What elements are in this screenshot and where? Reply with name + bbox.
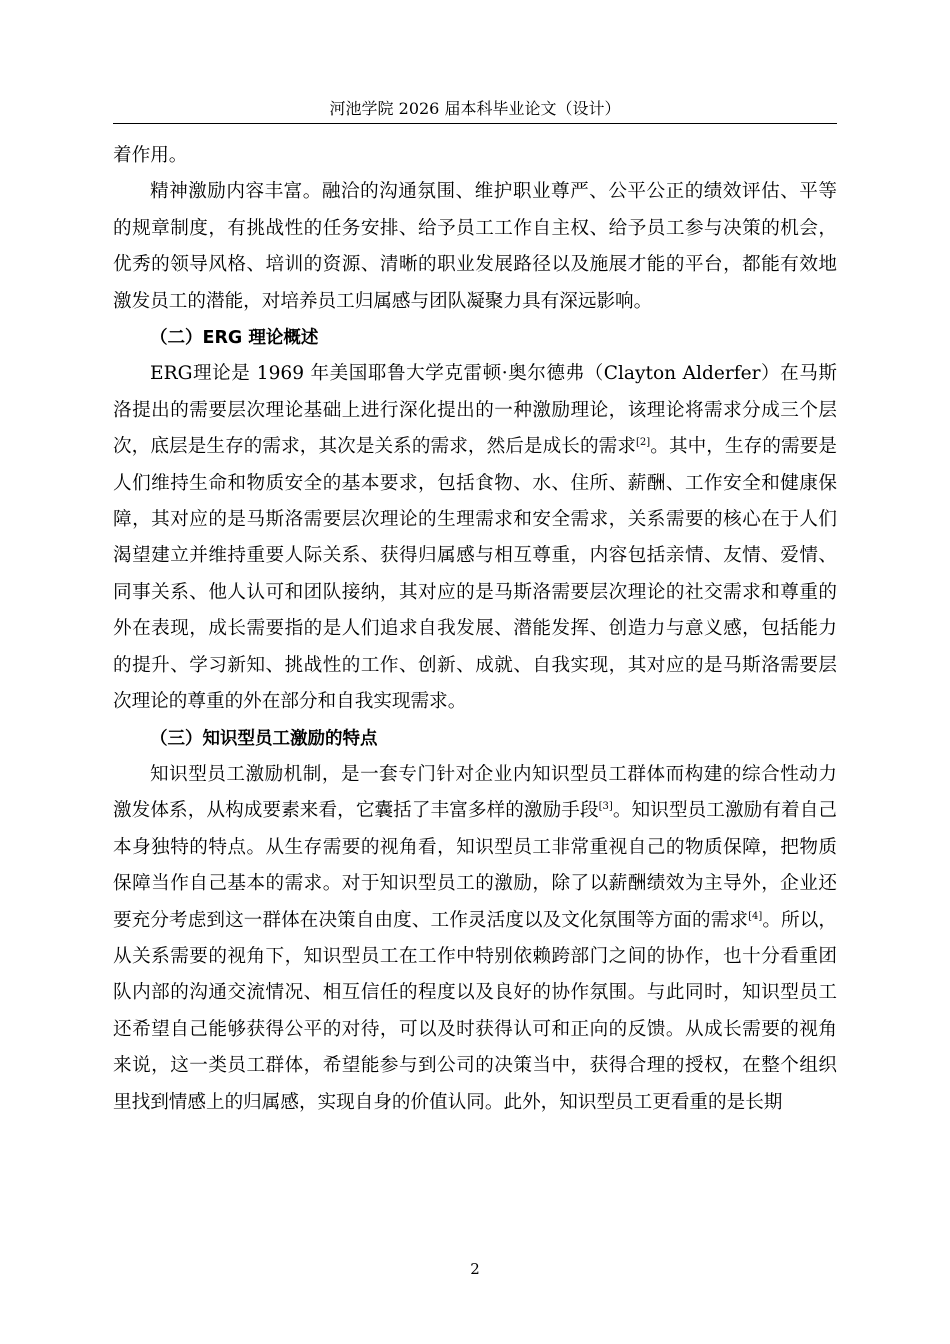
paragraph-knowledge-workers [113, 757, 837, 1121]
paragraph-erg-theory [113, 356, 837, 720]
erg-text-part-2: 。其中，生存的需要是人们维持生命和物质安全的基本要求，包括食物、水、住所、薪酬、工作安全和健康保障，其对应的是马斯洛需要层次理论的生理需求和安全需求，关系需要的核心在于人们渴望建立并维持重要人际关系、获得归属感与相互尊重，内容包括亲情、友情、爱情、同事关系、他人认可和团队接纳，其对应的是马斯洛需要层次理论的社交需求和尊重的外在表现，成长需要指的是人们追求自我发展、潜能发挥、创造力与意义感，包括能力的提升、学习新知、挑战性的工作、创新、成就、自我实现，其对应的是马斯洛需要层次理论的尊重的外在部分和自我实现需求。 [113, 436, 837, 713]
section-heading-erg: （二）ERG 理论概述 [150, 328, 319, 349]
kw-text-part-2: 。知识型员工激励有着自己本身独特的特点。从生存需要的视角看，知识型员工非常重视自己的物质保障，把物质保障当作自己基本的需求。对于知识型员工的激励，除了以薪酬绩效为主导外，企业还要充分考虑到这一群体在决策自由度、工作灵活度以及文化氛围等方面的需求 [113, 800, 837, 931]
citation-3: [3] [598, 801, 613, 813]
header-title: 河池学院 2026 届本科毕业论文（设计） [329, 99, 621, 118]
section-heading-knowledge-workers: （三）知识型员工激励的特点 [150, 728, 378, 749]
erg-text-part-1: ERG理论是 1969 年美国耶鲁大学克雷顿·奥尔德弗（Clayton Alderfer）在马斯洛提出的需要层次理论基础上进行深化提出的一种激励理论，该理论将需求分成三个层次，底层是生存的需求，其次是关系的需求，然后是成长的需求 [113, 363, 837, 458]
page-header [113, 98, 837, 124]
page-number: 2 [470, 1260, 480, 1278]
paragraph-continuation: 着作用。 [113, 145, 188, 166]
citation-4: [4] [748, 910, 763, 922]
kw-text-part-1: 知识型员工激励机制，是一套专门针对企业内知识型员工群体而构建的综合性动力激发体系，从构成要素来看，它囊括了丰富多样的激励手段 [113, 763, 837, 822]
kw-text-part-3: 。所以，从关系需要的视角下，知识型员工在工作中特别依赖跨部门之间的协作，也十分看重团队内部的沟通交流情况、相互信任的程度以及良好的协作氛围。与此同时，知识型员工还希望自己能够获得公平的对待，可以及时获得认可和正向的反馈。从成长需要的视角来说，这一类员工群体，希望能参与到公司的决策当中，获得合理的授权，在整个组织里找到情感上的归属感，实现自身的价值认同。此外，知识型员工更看重的是长期 [113, 909, 837, 1113]
document-body [113, 138, 837, 1121]
citation-2: [2] [636, 437, 651, 449]
paragraph-spiritual-incentive: 精神激励内容丰富。融洽的沟通氛围、维护职业尊严、公平公正的绩效评估、平等的规章制度，有挑战性的任务安排、给予员工工作自主权、给予员工参与决策的机会，优秀的领导风格、培训的资源、清晰的职业发展路径以及施展才能的平台，都能有效地激发员工的潜能，对培养员工归属感与团队凝聚力具有深远影响。 [113, 181, 837, 312]
